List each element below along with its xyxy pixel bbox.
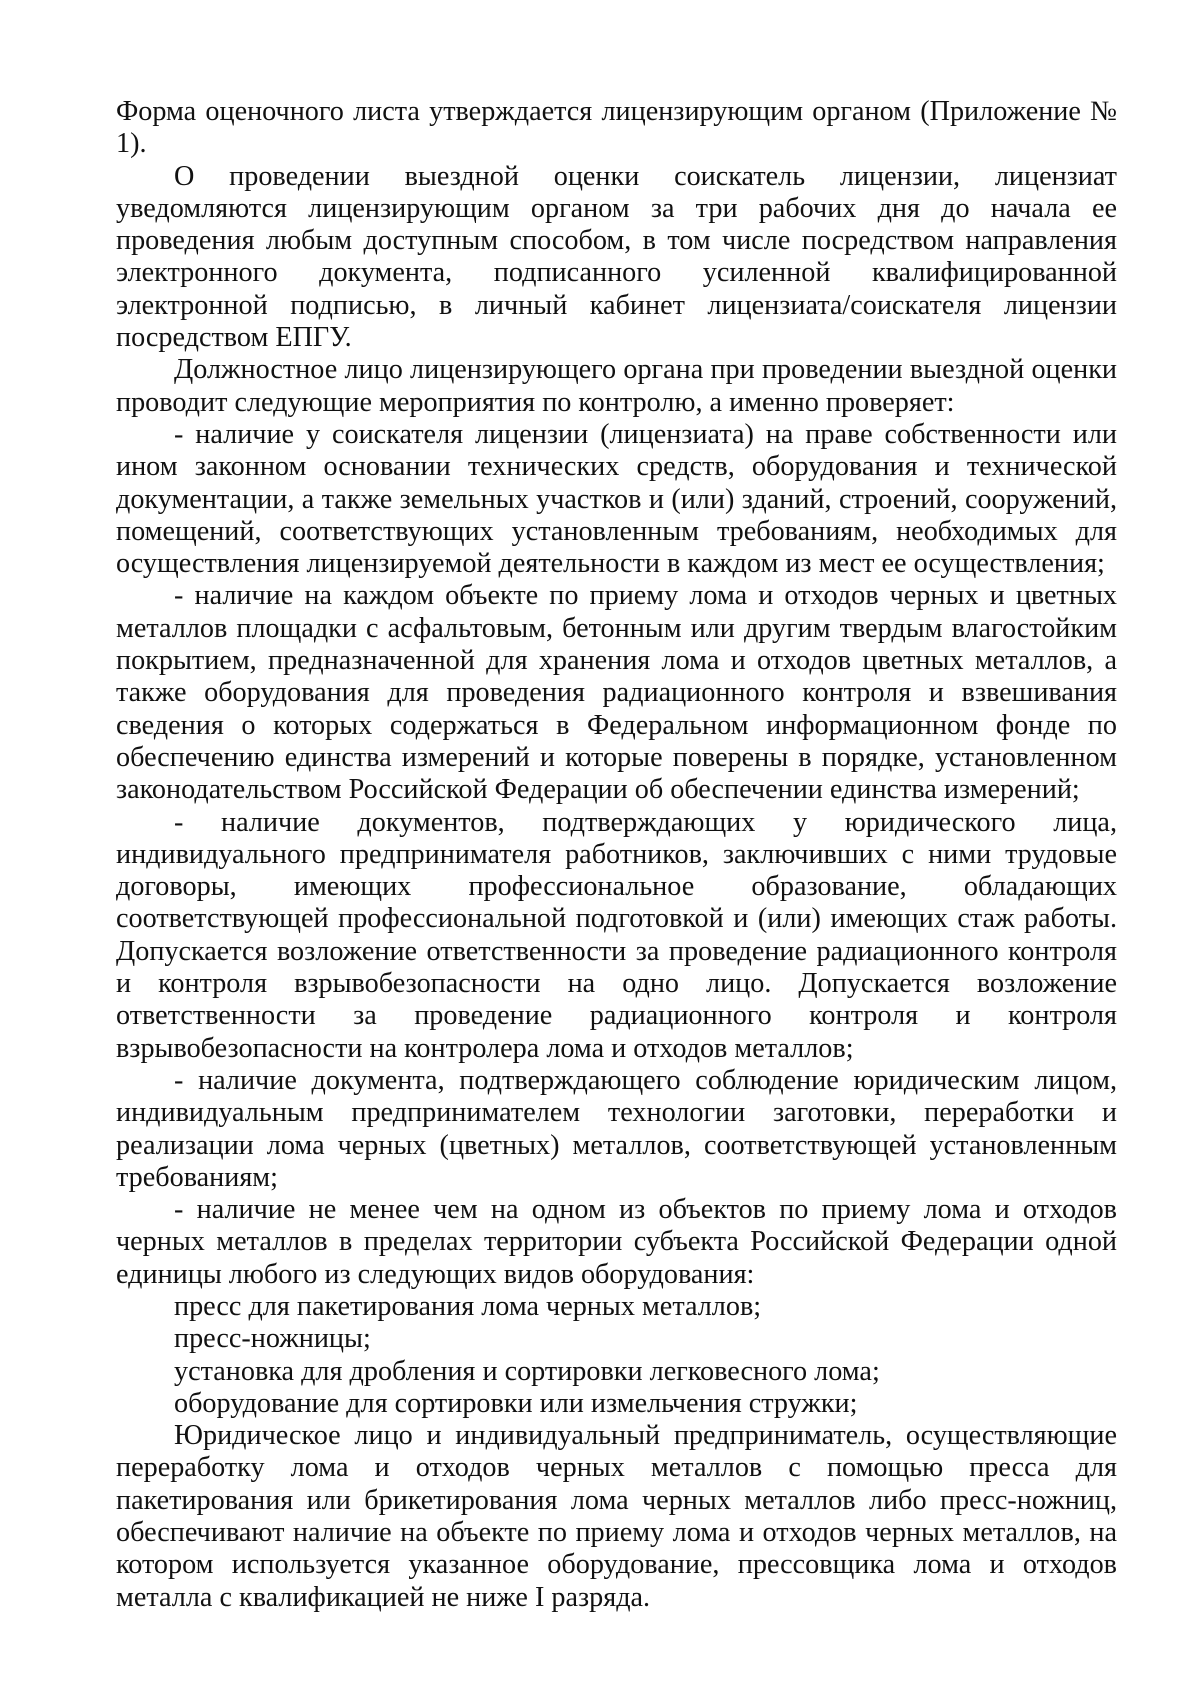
list-item-shavings-equipment: оборудование для сортировки или измельчения стружки; [174,1387,858,1419]
paragraph-inspection-intro: Должностное лицо лицензирующего органа при проведении выездной оценки проводит следующие мероприятия по контролю, а именно проверяет: [116,354,1117,418]
document-text [116,96,1117,1614]
paragraph-equipment-requirement: - наличие не менее чем на одном из объектов по приему лома и отходов черных металлов в пределах территории субъекта Российской Федерации одной единицы любого из следующих видов оборудования: [116,1194,1117,1290]
list-item-press-shears: пресс-ножницы; [174,1323,371,1355]
paragraph-press-operator: Юридическое лицо и индивидуальный предприниматель, осуществляющие переработку лома и отходов черных металлов с помощью пресса для пакетирования или брикетирования лома черных металлов либо пресс-ножниц, обеспечивают наличие на объекте по приему лома и отходов черных металлов, на котором используется указанное оборудование, прессовщика лома и отходов металла с квалификацией не ниже I разряда. [116,1420,1117,1613]
paragraph-personnel-documents: - наличие документов, подтверждающих у юридического лица, индивидуального предпринимателя работников, заключивших с ними трудовые договоры, имеющих профессиональное образование, обладающих соответствующей профессиональной подготовкой и (или) имеющих стаж работы. Допускается возложение ответственности за проведение радиационного контроля и контроля взрывобезопасности на одно лицо. Допускается возложение ответственности за проведение радиационного контроля и контроля взрывобезопасности на контролера лома и отходов металлов; [116,806,1117,1064]
paragraph-notification: О проведении выездной оценки соискатель лицензии, лицензиат уведомляются лицензирующим органом за три рабочих дня до начала ее проведения любым доступным способом, в том числе посредством направления электронного документа, подписанного усиленной квалифицированной электронной подписью, в личный кабинет лицензиата/соискателя лицензии посредством ЕПГУ. [116,160,1117,354]
paragraph-technical-means: - наличие у соискателя лицензии (лицензиата) на праве собственности или ином законном основании технических средств, оборудования и технической документации, а также земельных участков и (или) зданий, строений, сооружений, помещений, соответствующих установленным требованиям, необходимых для осуществления лицензируемой деятельности в каждом из мест ее осуществления; [116,418,1117,580]
list-item-press-packaging: пресс для пакетирования лома черных металлов; [174,1290,762,1322]
list-item-crushing-sorting: установка для дробления и сортировки легковесного лома; [174,1355,880,1387]
paragraph-storage-site: - наличие на каждом объекте по приему лома и отходов черных и цветных металлов площадки с асфальтовым, бетонным или другим твердым влагостойким покрытием, предназначенной для хранения лома и отходов цветных металлов, а также оборудования для проведения радиационного контроля и взвешивания сведения о которых содержаться в Федеральном информационном фонде по обеспечению единства измерений и которые поверены в порядке, установленном законодательством Российской Федерации об обеспечении единства измерений; [116,580,1117,806]
paragraph-evaluation-form: Форма оценочного листа утверждается лицензирующим органом (Приложение № 1). [116,96,1117,160]
paragraph-technology-compliance: - наличие документа, подтверждающего соблюдение юридическим лицом, индивидуальным предпринимателем технологии заготовки, переработки и реализации лома черных (цветных) металлов, соответствующей установленным требованиям; [116,1064,1117,1193]
